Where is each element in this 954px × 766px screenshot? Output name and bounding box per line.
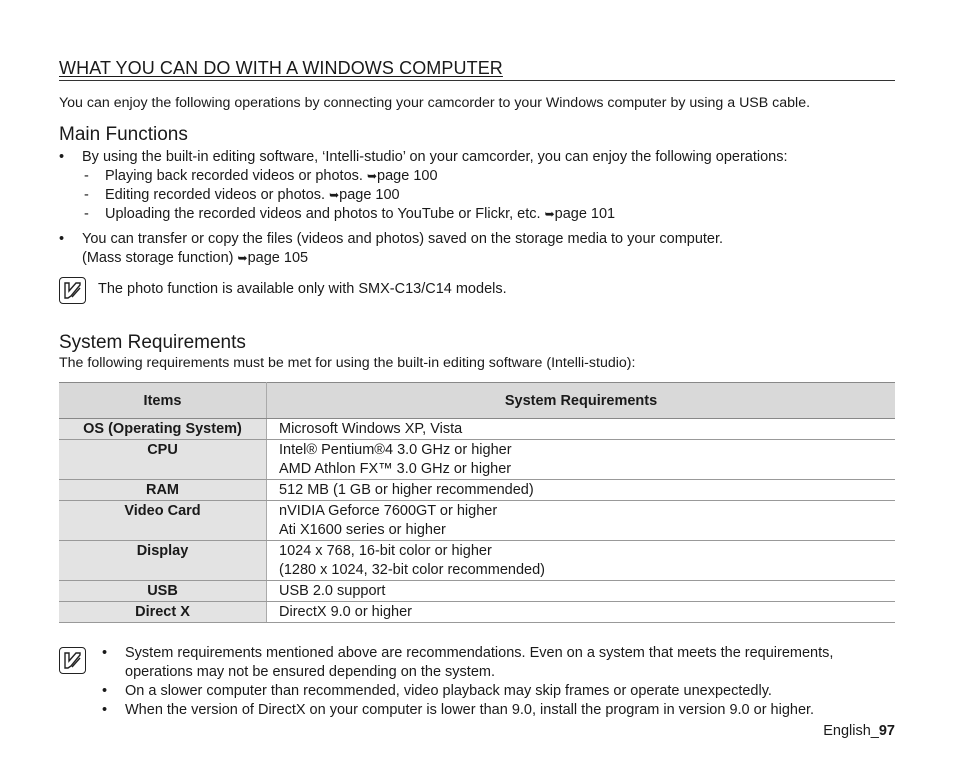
row-value: 512 MB (1 GB or higher recommended) [267, 480, 896, 501]
table-row [59, 501, 895, 541]
arrow-icon: ➥ [329, 188, 340, 202]
main-functions-list [59, 148, 895, 268]
table-row [59, 602, 895, 623]
list-item: - Editing recorded videos or photos. ➥page 100 [82, 186, 895, 205]
page-content [59, 58, 895, 720]
note-text: The photo function is available only with SMX-C13/C14 models. [98, 281, 507, 297]
column-header-items: Items [59, 383, 267, 419]
list-item: • By using the built-in editing software, ‘Intelli-studio’ on your camcorder, you can enjoy the following operations: - Playing back recorded videos or photos. ➥page 100 - Editing recorded videos or photos. ➥page 100 - Uploading the recorded videos and photos to YouTube or Flickr, etc. ➥page 101 [59, 148, 895, 224]
intro-text: You can enjoy the following operations by connecting your camcorder to your Windows computer by using a USB cable. [59, 95, 811, 111]
list-item: • System requirements mentioned above are recommendations. Even on a system that meets the requirements, operations may not be ensured depending on the system. [100, 644, 895, 682]
list-item: • On a slower computer than recommended, video playback may skip frames or operate unexpectedly. [100, 682, 895, 701]
arrow-icon: ➥ [366, 169, 378, 183]
table-row [59, 541, 895, 581]
row-value: DirectX 9.0 or higher [267, 602, 896, 623]
page-number: 97 [878, 723, 895, 739]
row-item: RAM [59, 480, 267, 501]
requirements-table [59, 382, 895, 623]
list-item: - Uploading the recorded videos and photos to YouTube or Flickr, etc. ➥page 101 [82, 205, 895, 224]
row-item: OS (Operating System) [59, 419, 267, 440]
row-item: CPU [59, 440, 267, 480]
row-item: Direct X [59, 602, 267, 623]
notes-list [100, 644, 895, 720]
main-functions-heading: Main Functions [59, 124, 188, 145]
table-row [59, 440, 895, 480]
row-value: Microsoft Windows XP, Vista [267, 419, 896, 440]
requirements-notes [59, 644, 895, 720]
table-row [59, 419, 895, 440]
row-item: USB [59, 581, 267, 602]
section-title: WHAT YOU CAN DO WITH A WINDOWS COMPUTER [59, 58, 895, 81]
table-header-row [59, 383, 895, 419]
sub-list [82, 167, 895, 224]
footer-language: English_ [823, 723, 879, 739]
list-item: • You can transfer or copy the files (videos and photos) saved on the storage media to your computer. (Mass storage function) ➥page 105 [59, 230, 895, 268]
row-value: 1024 x 768, 16-bit color or higher (1280 x 1024, 32-bit color recommended) [267, 541, 896, 581]
note [59, 277, 895, 304]
arrow-icon: ➥ [544, 207, 555, 221]
note-pencil-icon [59, 647, 86, 674]
arrow-icon: ➥ [237, 251, 248, 265]
note-pencil-icon [59, 277, 86, 304]
system-requirements-intro: The following requirements must be met for using the built-in editing software (Intelli-studio): [59, 355, 636, 371]
page-footer [823, 723, 895, 739]
row-item: Display [59, 541, 267, 581]
row-value: Intel® Pentium®4 3.0 GHz or higher AMD Athlon FX™ 3.0 GHz or higher [267, 440, 896, 480]
column-header-requirements: System Requirements [267, 383, 896, 419]
row-value: nVIDIA Geforce 7600GT or higher Ati X1600 series or higher [267, 501, 896, 541]
list-item: - Playing back recorded videos or photos. ➥page 100 [82, 167, 895, 186]
list-item: • When the version of DirectX on your computer is lower than 9.0, install the program in version 9.0 or higher. [100, 701, 895, 720]
row-value: USB 2.0 support [267, 581, 896, 602]
table-row [59, 581, 895, 602]
system-requirements-heading: System Requirements [59, 332, 246, 353]
table-row [59, 480, 895, 501]
row-item: Video Card [59, 501, 267, 541]
